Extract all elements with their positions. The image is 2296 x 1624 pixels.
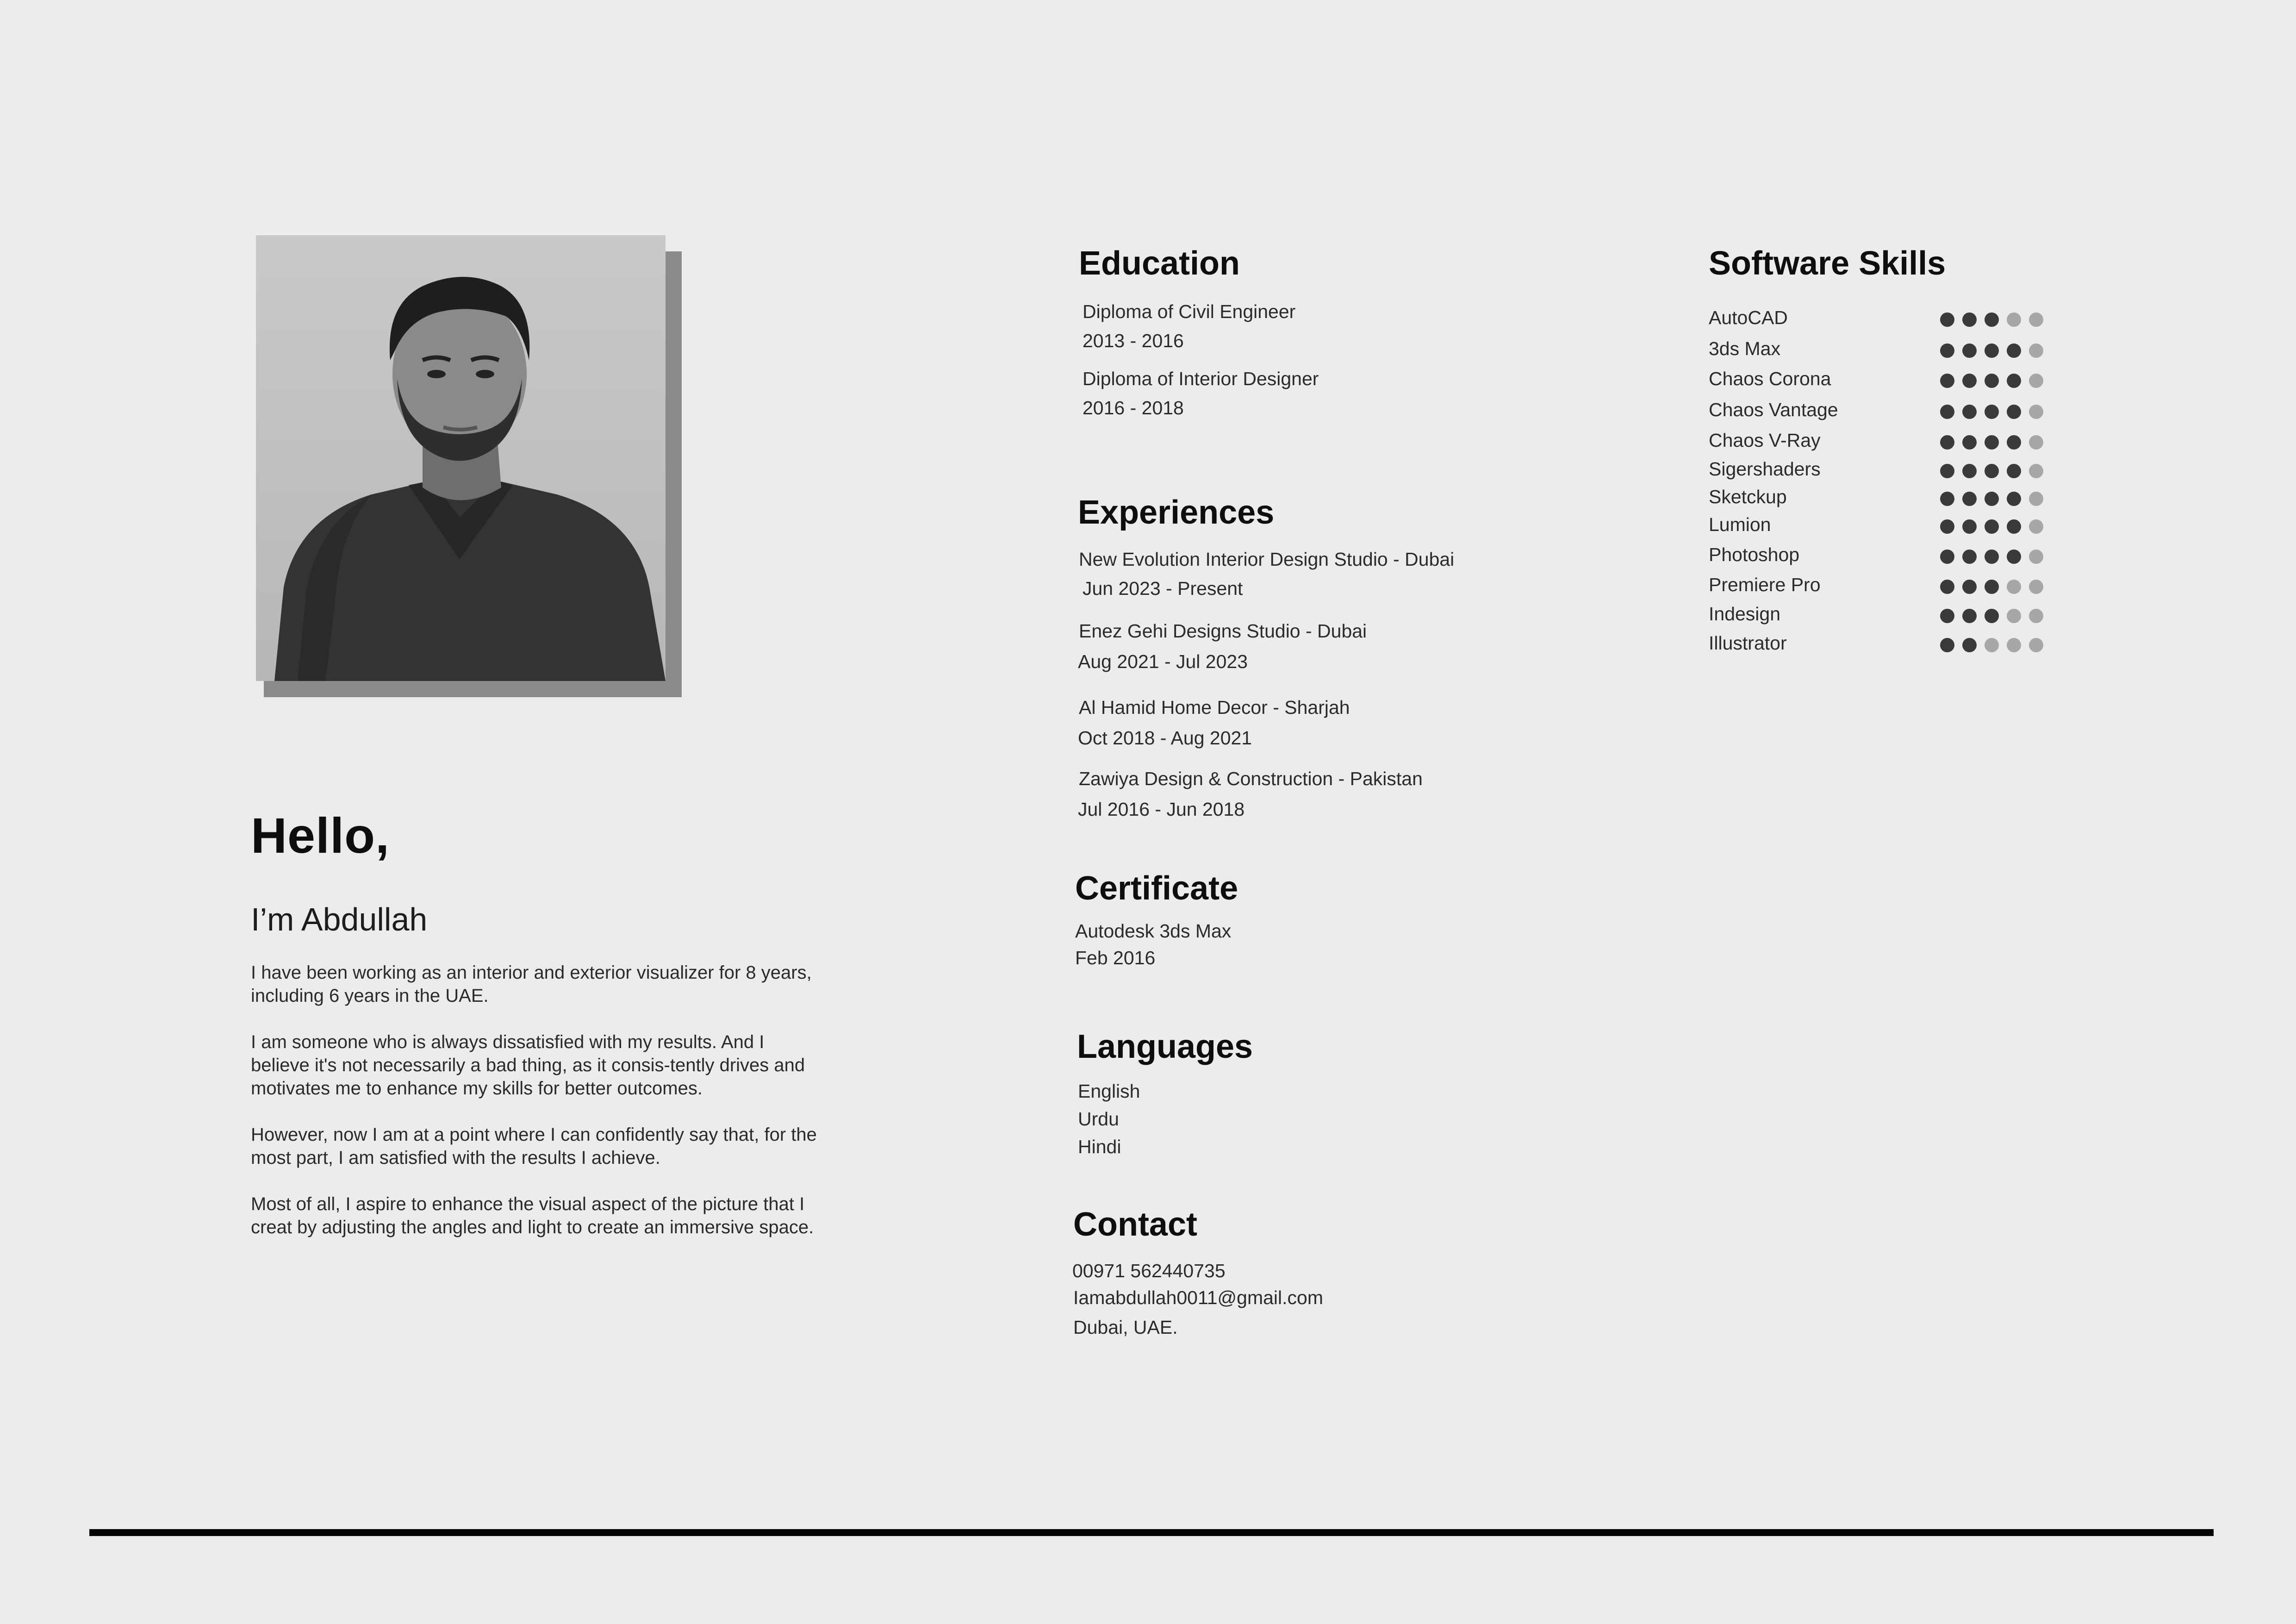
- bio-paragraph: I have been working as an interior and exterior visualizer for 8 years, including 6 years in the UAE.: [251, 962, 812, 1006]
- skill-rating: [1940, 519, 2043, 534]
- rating-dot-empty: [2029, 609, 2043, 623]
- portrait-illustration: [256, 235, 666, 681]
- rating-dot-filled: [1962, 312, 1977, 327]
- skill-row: [1709, 603, 2051, 631]
- rating-dot-empty: [2029, 492, 2043, 506]
- skill-row: [1709, 399, 2051, 427]
- language-item: Urdu: [1078, 1108, 1119, 1130]
- rating-dot-filled: [2007, 464, 2021, 478]
- rating-dot-filled: [1940, 492, 1954, 506]
- language-item: English: [1078, 1081, 1140, 1102]
- rating-dot-filled: [1940, 405, 1954, 419]
- rating-dot-filled: [1962, 464, 1977, 478]
- rating-dot-empty: [2007, 609, 2021, 623]
- skill-row: [1709, 368, 2051, 396]
- rating-dot-filled: [1985, 519, 1999, 534]
- certificate-date: Feb 2016: [1075, 947, 1156, 968]
- skill-rating: [1940, 344, 2043, 358]
- skills-title: Software Skills: [1709, 245, 1946, 282]
- skill-row: [1709, 430, 2051, 457]
- rating-dot-empty: [2029, 374, 2043, 388]
- skill-name: Chaos Corona: [1709, 368, 1831, 389]
- rating-dot-filled: [1940, 519, 1954, 534]
- rating-dot-filled: [1962, 609, 1977, 623]
- rating-dot-filled: [1962, 638, 1977, 652]
- skill-name: Sigershaders: [1709, 458, 1821, 480]
- contact-title: Contact: [1073, 1206, 1197, 1243]
- rating-dot-filled: [1985, 374, 1999, 388]
- rating-dot-filled: [1962, 435, 1977, 450]
- skill-row: [1709, 544, 2051, 572]
- rating-dot-empty: [2029, 435, 2043, 450]
- skill-rating: [1940, 464, 2043, 478]
- bio-paragraph: Most of all, I aspire to enhance the visual aspect of the picture that I creat by adjusting the angles and light to create an immersive space.: [251, 1194, 814, 1237]
- rating-dot-empty: [2029, 519, 2043, 534]
- rating-dot-empty: [1985, 638, 1999, 652]
- skill-row: [1709, 632, 2051, 660]
- rating-dot-empty: [2007, 312, 2021, 327]
- certificate-title: Certificate: [1075, 870, 1238, 907]
- skill-name: Indesign: [1709, 603, 1781, 625]
- experience-company: Enez Gehi Designs Studio - Dubai: [1079, 620, 1367, 642]
- skill-name: Chaos Vantage: [1709, 399, 1838, 420]
- rating-dot-filled: [1985, 435, 1999, 450]
- rating-dot-filled: [1962, 492, 1977, 506]
- rating-dot-filled: [1985, 405, 1999, 419]
- rating-dot-filled: [1985, 312, 1999, 327]
- rating-dot-filled: [1985, 492, 1999, 506]
- rating-dot-filled: [1940, 638, 1954, 652]
- skill-name: Lumion: [1709, 514, 1771, 535]
- education-years: 2016 - 2018: [1083, 397, 1184, 418]
- rating-dot-filled: [1940, 374, 1954, 388]
- skill-row: [1709, 486, 2051, 514]
- rating-dot-filled: [2007, 344, 2021, 358]
- rating-dot-filled: [2007, 550, 2021, 564]
- rating-dot-filled: [1940, 464, 1954, 478]
- rating-dot-empty: [2029, 580, 2043, 594]
- rating-dot-filled: [1962, 550, 1977, 564]
- education-title: Education: [1079, 245, 1240, 282]
- bio-paragraph: However, now I am at a point where I can confidently say that, for the most part, I am satisfied with the results I achieve.: [251, 1124, 817, 1168]
- skill-row: [1709, 307, 2051, 335]
- experience-period: Oct 2018 - Aug 2021: [1078, 727, 1252, 749]
- skill-rating: [1940, 550, 2043, 564]
- greeting-heading: Hello,: [251, 807, 390, 863]
- rating-dot-filled: [2007, 519, 2021, 534]
- skill-name: Chaos V-Ray: [1709, 430, 1821, 451]
- rating-dot-empty: [2029, 550, 2043, 564]
- rating-dot-filled: [1985, 550, 1999, 564]
- certificate-name: Autodesk 3ds Max: [1075, 920, 1232, 942]
- rating-dot-filled: [1940, 344, 1954, 358]
- skill-row: [1709, 458, 2051, 486]
- rating-dot-filled: [1985, 344, 1999, 358]
- skill-rating: [1940, 580, 2043, 594]
- contact-email[interactable]: Iamabdullah0011@gmail.com: [1073, 1287, 1323, 1308]
- rating-dot-filled: [1985, 580, 1999, 594]
- skill-name: AutoCAD: [1709, 307, 1788, 328]
- rating-dot-filled: [1962, 519, 1977, 534]
- skill-rating: [1940, 435, 2043, 450]
- rating-dot-filled: [1985, 464, 1999, 478]
- rating-dot-filled: [2007, 492, 2021, 506]
- rating-dot-filled: [2007, 435, 2021, 450]
- skill-row: [1709, 574, 2051, 602]
- rating-dot-filled: [2007, 405, 2021, 419]
- rating-dot-filled: [1940, 550, 1954, 564]
- rating-dot-filled: [1940, 435, 1954, 450]
- rating-dot-filled: [1962, 344, 1977, 358]
- bottom-divider: [89, 1529, 2214, 1536]
- education-degree: Diploma of Interior Designer: [1083, 368, 1319, 389]
- name-heading: I’m Abdullah: [251, 901, 428, 937]
- skill-name: Sketckup: [1709, 486, 1787, 507]
- skill-rating: [1940, 492, 2043, 506]
- skill-name: 3ds Max: [1709, 338, 1780, 359]
- rating-dot-empty: [2029, 312, 2043, 327]
- profile-photo: [256, 235, 666, 681]
- skill-name: Illustrator: [1709, 632, 1787, 654]
- rating-dot-filled: [1962, 405, 1977, 419]
- skill-rating: [1940, 405, 2043, 419]
- skill-rating: [1940, 638, 2043, 652]
- rating-dot-filled: [1962, 374, 1977, 388]
- experience-period: Jul 2016 - Jun 2018: [1078, 799, 1245, 820]
- skill-rating: [1940, 374, 2043, 388]
- skill-name: Photoshop: [1709, 544, 1800, 565]
- rating-dot-empty: [2007, 638, 2021, 652]
- skill-row: [1709, 338, 2051, 366]
- rating-dot-filled: [1940, 312, 1954, 327]
- skill-row: [1709, 514, 2051, 542]
- skill-name: Premiere Pro: [1709, 574, 1821, 595]
- experience-company: New Evolution Interior Design Studio - Dubai: [1079, 549, 1455, 570]
- rating-dot-filled: [1985, 609, 1999, 623]
- rating-dot-empty: [2029, 405, 2043, 419]
- experience-period: Jun 2023 - Present: [1083, 578, 1243, 599]
- rating-dot-filled: [1940, 580, 1954, 594]
- language-item: Hindi: [1078, 1136, 1121, 1157]
- languages-title: Languages: [1077, 1028, 1253, 1065]
- rating-dot-empty: [2029, 344, 2043, 358]
- experiences-title: Experiences: [1078, 494, 1275, 531]
- education-years: 2013 - 2016: [1083, 330, 1184, 351]
- rating-dot-filled: [1962, 580, 1977, 594]
- rating-dot-filled: [2007, 374, 2021, 388]
- education-degree: Diploma of Civil Engineer: [1083, 301, 1296, 322]
- skill-rating: [1940, 609, 2043, 623]
- experience-period: Aug 2021 - Jul 2023: [1078, 651, 1248, 672]
- experience-company: Al Hamid Home Decor - Sharjah: [1079, 697, 1350, 718]
- experience-company: Zawiya Design & Construction - Pakistan: [1079, 768, 1423, 789]
- rating-dot-filled: [1940, 609, 1954, 623]
- bio-paragraph: I am someone who is always dissatisfied with my results. And I believe it's not necessarily a bad thing, as it consis-tently drives and motivates me to enhance my skills for better outcomes.: [251, 1032, 805, 1099]
- skill-rating: [1940, 312, 2043, 327]
- bio-text: [251, 961, 825, 1262]
- contact-phone[interactable]: 00971 562440735: [1072, 1260, 1226, 1281]
- rating-dot-empty: [2029, 464, 2043, 478]
- rating-dot-empty: [2007, 580, 2021, 594]
- contact-location: Dubai, UAE.: [1073, 1317, 1178, 1338]
- rating-dot-empty: [2029, 638, 2043, 652]
